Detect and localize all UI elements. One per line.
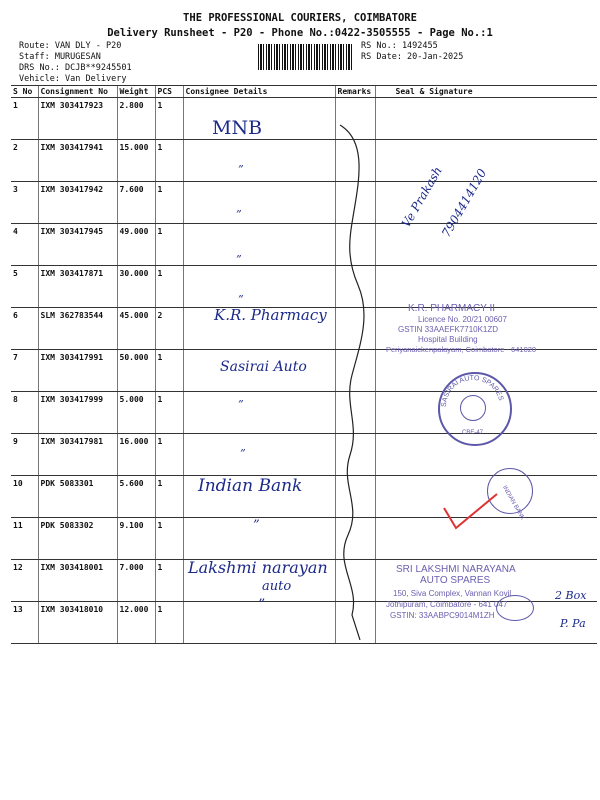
row-consignment-no: IXM 303417991 xyxy=(38,350,117,392)
svg-text:SASIRAI AUTO SPARES: SASIRAI AUTO SPARES xyxy=(440,374,505,408)
row-sno: 8 xyxy=(11,392,38,434)
row-weight: 9.100 xyxy=(117,518,155,560)
handwriting-lakshmi: Lakshmi narayan xyxy=(188,558,328,577)
row-weight: 5.600 xyxy=(117,476,155,518)
row-sno: 11 xyxy=(11,518,38,560)
handwriting-initial: P. Pa xyxy=(560,617,586,630)
col-consignment: Consignment No xyxy=(38,86,117,98)
row-pcs: 1 xyxy=(155,476,183,518)
row-sno: 4 xyxy=(11,224,38,266)
table-row xyxy=(11,266,597,308)
ditto-mark-11: ” xyxy=(253,518,260,533)
handwriting-indian-bank: Indian Bank xyxy=(198,476,303,496)
row-sno: 7 xyxy=(11,350,38,392)
handwriting-kr-pharmacy: K.R. Pharmacy xyxy=(214,306,327,324)
row-consignment-no: IXM 303418010 xyxy=(38,602,117,644)
stamp-kr-line1: K.R. PHARMACY II xyxy=(408,303,496,314)
row-weight: 2.800 xyxy=(117,98,155,140)
stamp-sln-line5: GSTIN: 33AABPC9014M1ZH xyxy=(390,611,495,620)
row-weight: 7.000 xyxy=(117,560,155,602)
col-sno: S No xyxy=(11,86,38,98)
row-seal xyxy=(375,224,597,266)
row-consignment-no: PDK 5083301 xyxy=(38,476,117,518)
row-pcs: 2 xyxy=(155,308,183,350)
barcode xyxy=(258,44,354,70)
col-seal: Seal & Signature xyxy=(375,86,597,98)
row-consignment-no: IXM 303418001 xyxy=(38,560,117,602)
row-consignee xyxy=(183,434,335,476)
row-consignment-no: IXM 303417945 xyxy=(38,224,117,266)
rs-date: RS Date: 20-Jan-2025 xyxy=(361,52,464,62)
handwriting-sasirai: Sasirai Auto xyxy=(220,359,307,375)
staff-label: Staff: MURUGESAN xyxy=(19,52,101,62)
row-weight: 5.000 xyxy=(117,392,155,434)
row-sno: 6 xyxy=(11,308,38,350)
ditto-mark-3: ” xyxy=(236,208,242,221)
signature-rows-3-4: Ve Prakash xyxy=(398,164,445,230)
row-pcs: 1 xyxy=(155,182,183,224)
phone-handwritten: 7904414120 xyxy=(439,166,490,240)
row-pcs: 1 xyxy=(155,350,183,392)
runsheet-subtitle: Delivery Runsheet - P20 - Phone No.:0422-3505555 - Page No.:1 xyxy=(107,27,493,39)
row-consignee xyxy=(183,224,335,266)
row-pcs: 1 xyxy=(155,140,183,182)
row-weight: 49.000 xyxy=(117,224,155,266)
col-pcs: PCS xyxy=(155,86,183,98)
row-seal xyxy=(375,98,597,140)
row-pcs: 1 xyxy=(155,98,183,140)
row-pcs: 1 xyxy=(155,434,183,476)
row-seal xyxy=(375,266,597,308)
table-row xyxy=(11,182,597,224)
row-pcs: 1 xyxy=(155,560,183,602)
row-sno: 1 xyxy=(11,98,38,140)
row-weight: 45.000 xyxy=(117,308,155,350)
col-consignee: Consignee Details xyxy=(183,86,335,98)
row-consignee xyxy=(183,266,335,308)
ditto-mark-5: ” xyxy=(238,293,244,306)
row-consignment-no: IXM 303417981 xyxy=(38,434,117,476)
stamp-kr-line5: Periyanaickenpalayam, Coimbatore - 641020 xyxy=(386,345,537,354)
stamp-kr-line3: GSTIN 33AAEFK7710K1ZD xyxy=(398,325,499,334)
row-pcs: 1 xyxy=(155,518,183,560)
ditto-mark-8: ” xyxy=(238,398,244,411)
drs-label: DRS No.: DCJB**9245501 xyxy=(19,63,132,73)
table-row xyxy=(11,98,597,140)
stamp-sln-line1: SRI LAKSHMI NARAYANA xyxy=(396,564,516,575)
row-sno: 10 xyxy=(11,476,38,518)
checkmark-icon xyxy=(442,490,502,535)
row-consignee xyxy=(183,140,335,182)
svg-text:CBE-47: CBE-47 xyxy=(462,430,484,436)
row-sno: 9 xyxy=(11,434,38,476)
row-consignment-no: IXM 303417942 xyxy=(38,182,117,224)
stamp-sasirai-text xyxy=(434,368,512,446)
row-pcs: 1 xyxy=(155,266,183,308)
row-consignment-no: IXM 303417923 xyxy=(38,98,117,140)
stamp-kr-line4: Hospital Building xyxy=(418,335,478,344)
row-weight: 50.000 xyxy=(117,350,155,392)
handwriting-auto: auto xyxy=(262,579,292,594)
handwriting-mnb: MNB xyxy=(212,117,263,139)
row-sno: 13 xyxy=(11,602,38,644)
ditto-mark-13: ” xyxy=(258,597,266,613)
row-sno: 3 xyxy=(11,182,38,224)
ditto-mark-2: ” xyxy=(238,163,244,176)
stamp-indian-bank-text: INDIAN BANK xyxy=(500,484,526,522)
row-consignment-no: IXM 303417999 xyxy=(38,392,117,434)
company-title: THE PROFESSIONAL COURIERS, COIMBATORE xyxy=(183,12,417,24)
ditto-mark-9: ” xyxy=(240,447,246,460)
table-row xyxy=(11,518,597,560)
route-label: Route: VAN DLY - P20 xyxy=(19,41,122,51)
row-pcs: 1 xyxy=(155,392,183,434)
row-consignment-no: PDK 5083302 xyxy=(38,518,117,560)
table-header-row xyxy=(11,86,597,98)
row-consignee xyxy=(183,392,335,434)
col-remarks: Remarks xyxy=(335,86,375,98)
stamp-kr-line2: Licence No. 20/21 00607 xyxy=(418,315,507,324)
row-weight: 12.000 xyxy=(117,602,155,644)
row-pcs: 1 xyxy=(155,602,183,644)
stamp-sln-line3: 150, Siva Complex, Vannan Kovil xyxy=(393,589,512,598)
row-weight: 7.600 xyxy=(117,182,155,224)
row-consignment-no: IXM 303417871 xyxy=(38,266,117,308)
row-consignment-no: SLM 362783544 xyxy=(38,308,117,350)
row-sno: 12 xyxy=(11,560,38,602)
handwriting-2-box: 2 Box xyxy=(555,589,587,602)
rs-number: RS No.: 1492455 xyxy=(361,41,438,51)
stamp-sln-line2: AUTO SPARES xyxy=(420,575,491,586)
vehicle-label: Vehicle: Van Delivery xyxy=(19,74,127,84)
table-row xyxy=(11,140,597,182)
row-weight: 30.000 xyxy=(117,266,155,308)
ditto-mark-4: ” xyxy=(236,253,242,266)
row-consignee xyxy=(183,182,335,224)
row-weight: 16.000 xyxy=(117,434,155,476)
col-weight: Weight xyxy=(117,86,155,98)
row-consignment-no: IXM 303417941 xyxy=(38,140,117,182)
stamp-sln-line4: Jothipuram, Coimbatore - 641 047 xyxy=(386,600,508,609)
table-row xyxy=(11,224,597,266)
row-weight: 15.000 xyxy=(117,140,155,182)
row-pcs: 1 xyxy=(155,224,183,266)
row-sno: 5 xyxy=(11,266,38,308)
row-sno: 2 xyxy=(11,140,38,182)
remarks-squiggle xyxy=(330,115,375,645)
